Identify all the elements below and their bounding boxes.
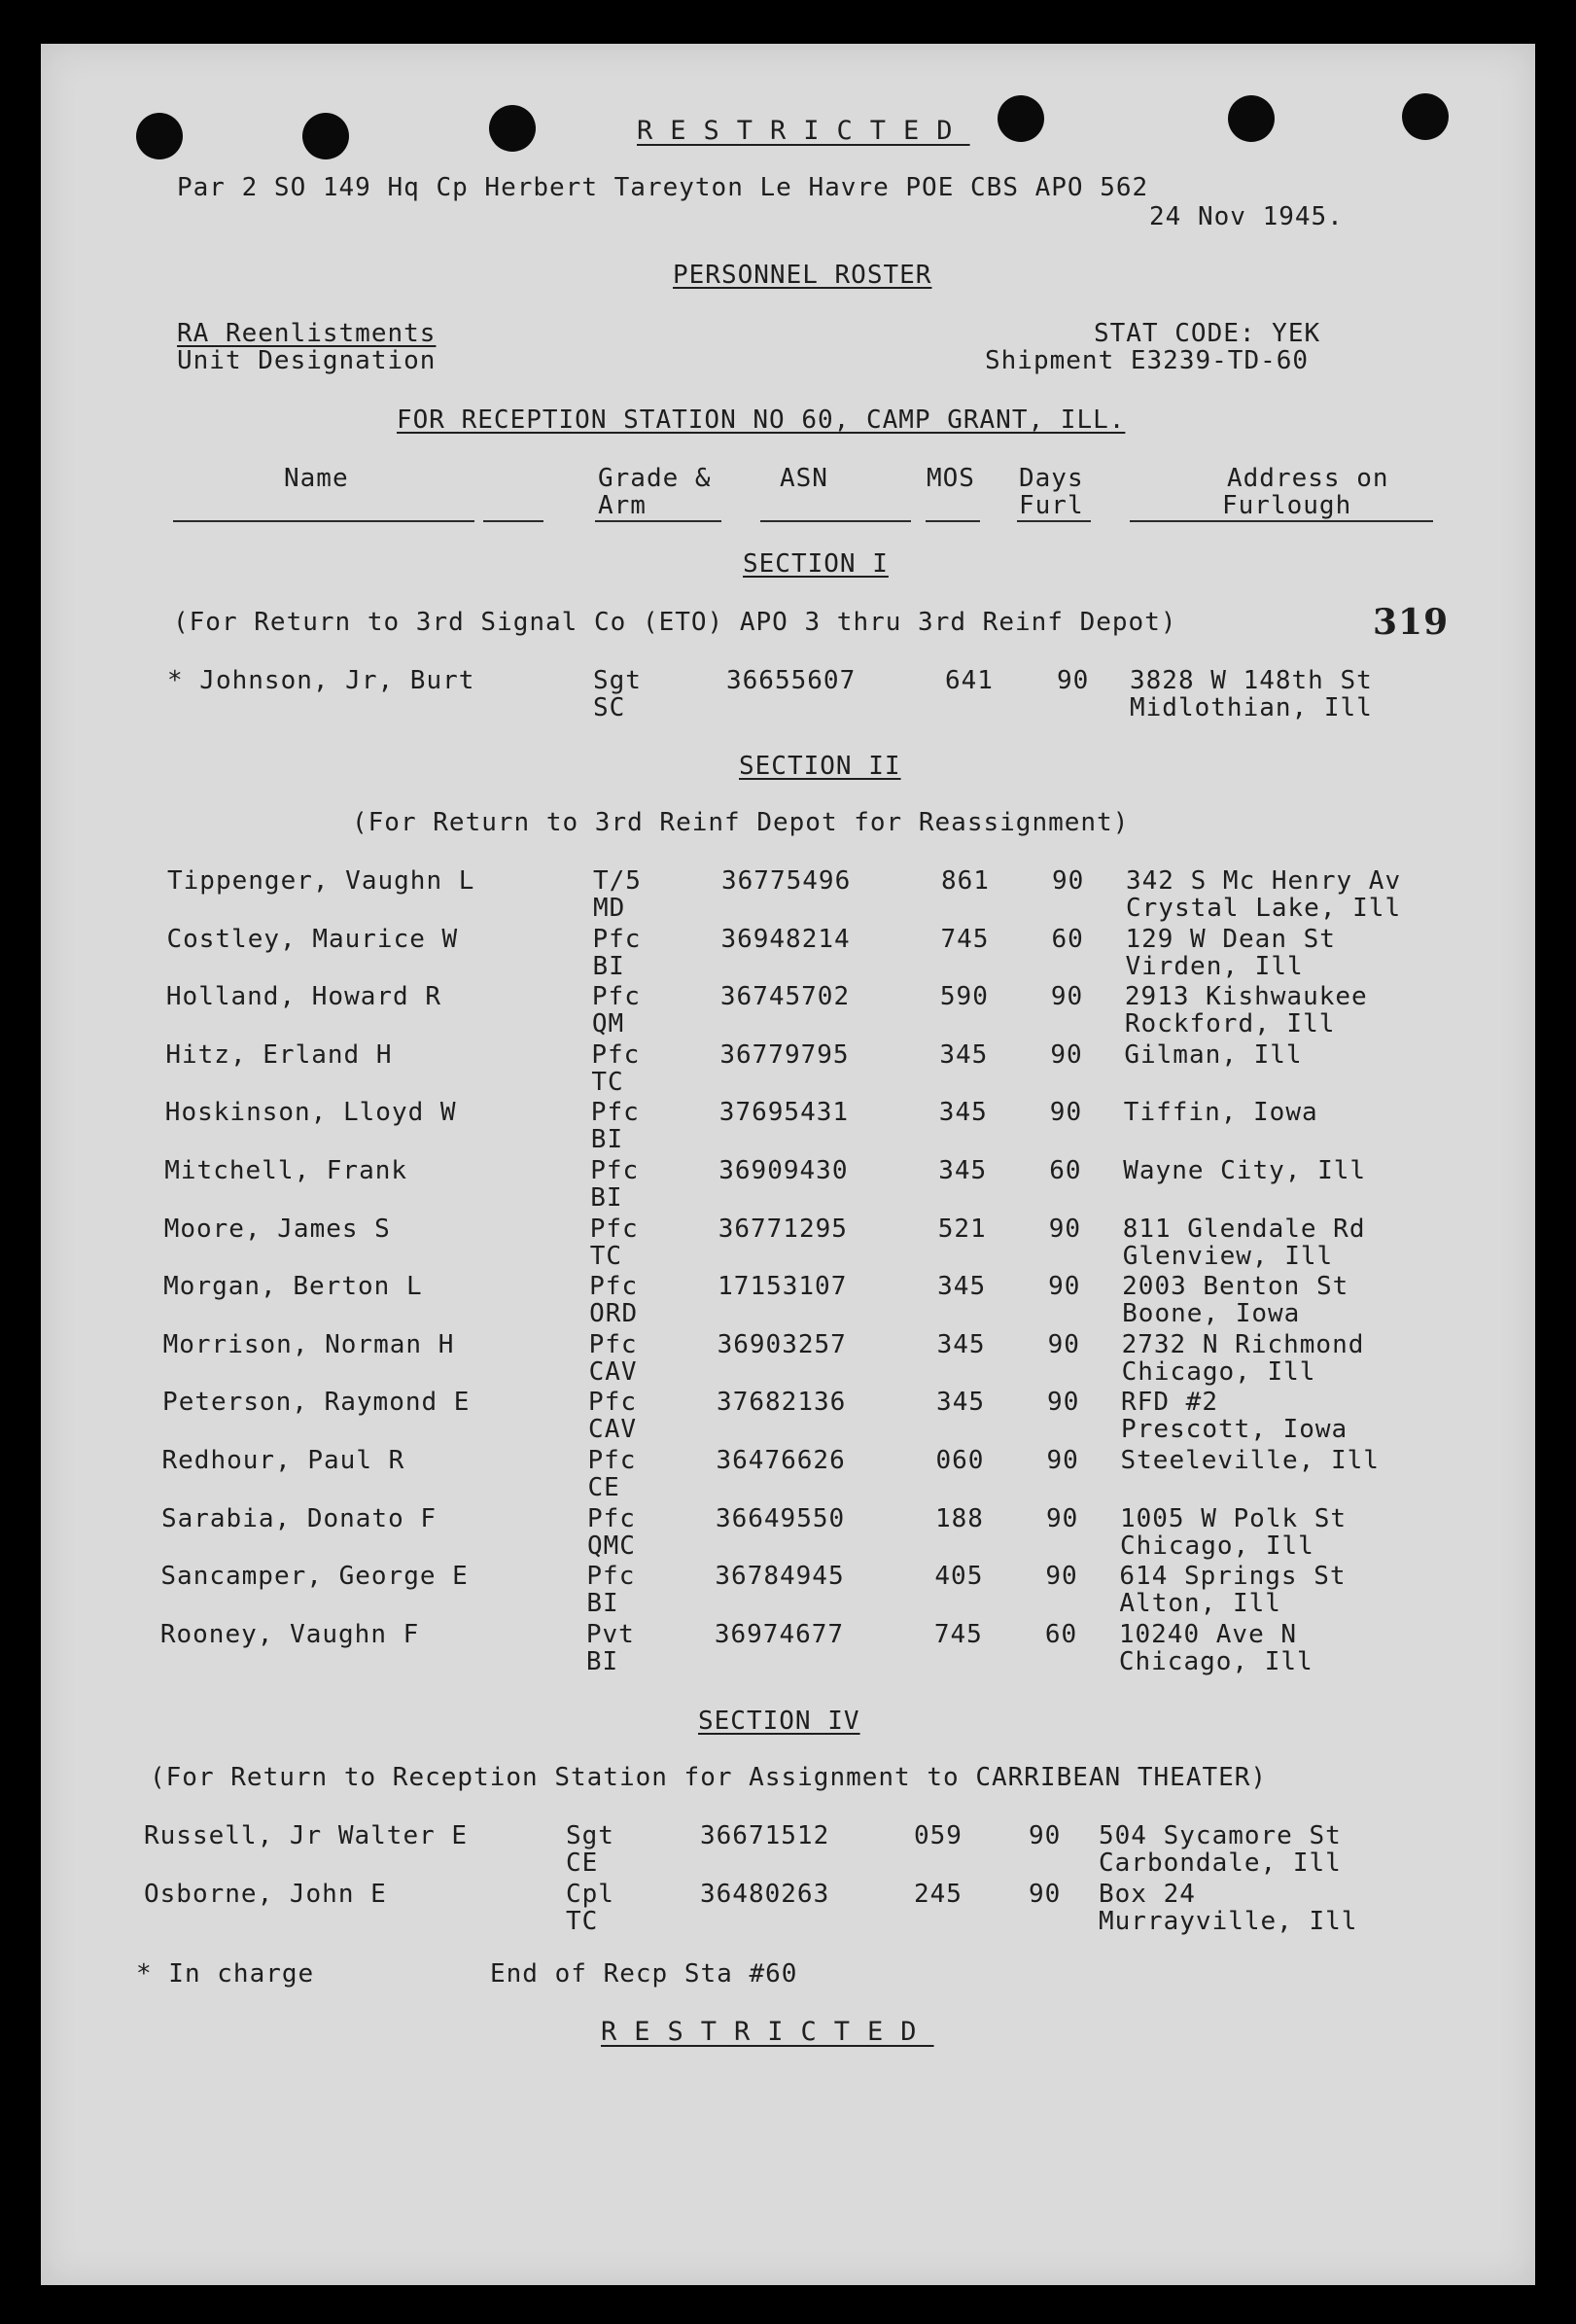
page-number-stamp: 319 (1373, 602, 1450, 643)
roster-cell-address-line-1: 614 Springs St (1119, 1562, 1347, 1592)
roster-cell-grade: Pfc (586, 1562, 636, 1592)
punch-hole (489, 105, 536, 152)
roster-cell-mos: 345 (936, 1329, 986, 1359)
punch-hole (136, 113, 183, 159)
column-header-furlough: Furlough (1222, 491, 1352, 520)
roster-cell-days: 90 (1057, 666, 1090, 695)
roster-cell-mos: 345 (937, 1272, 987, 1302)
roster-cell-days: 60 (1049, 1156, 1082, 1185)
roster-cell-address-line-2: Rockford, Ill (1124, 1009, 1336, 1039)
roster-cell-grade: Cpl (566, 1880, 614, 1909)
restricted-marking-top: RESTRICTED (637, 116, 970, 146)
roster-cell-grade: Pfc (590, 1098, 640, 1128)
roster-cell-address-line-2: Crystal Lake, Ill (1126, 894, 1402, 923)
roster-cell-days: 90 (1029, 1880, 1062, 1909)
roster-cell-days: 90 (1050, 982, 1084, 1012)
roster-cell-days: 90 (1046, 1446, 1079, 1475)
roster-cell-name: * Johnson, Jr, Burt (167, 666, 475, 695)
roster-cell-grade: Pfc (590, 1156, 640, 1185)
restricted-marking-bottom: RESTRICTED (601, 2017, 934, 2047)
punch-hole (1228, 95, 1275, 142)
roster-cell-arm: CE (587, 1473, 620, 1502)
roster-cell-arm: ORD (589, 1299, 639, 1329)
roster-cell-mos: 060 (935, 1446, 985, 1475)
roster-cell-address-line-2: Murrayville, Ill (1099, 1907, 1358, 1936)
roster-cell-days: 90 (1047, 1388, 1080, 1418)
roster-cell-mos: 641 (945, 666, 994, 695)
roster-cell-mos: 345 (939, 1039, 989, 1070)
end-of-list-note: End of Recp Sta #60 (490, 1959, 798, 1989)
roster-cell-address-line-1: 3828 W 148th St (1130, 666, 1373, 695)
roster-cell-arm: MD (593, 894, 626, 923)
roster-cell-arm: SC (593, 693, 626, 722)
roster-cell-asn: 36779795 (719, 1039, 850, 1070)
roster-cell-address-line-2: Boone, Iowa (1122, 1299, 1301, 1329)
roster-cell-address-line-1: Tiffin, Iowa (1123, 1098, 1318, 1128)
roster-cell-asn: 36649550 (715, 1503, 846, 1533)
roster-cell-address-line-2: Carbondale, Ill (1099, 1849, 1342, 1878)
roster-cell-asn: 37682136 (717, 1388, 847, 1418)
roster-cell-grade: Pvt (585, 1619, 635, 1649)
roster-cell-asn: 36784945 (715, 1562, 845, 1592)
roster-cell-days: 90 (1029, 1821, 1062, 1850)
roster-cell-address-line-1: 2732 N Richmond (1121, 1329, 1365, 1359)
roster-cell-grade: Pfc (591, 1039, 641, 1070)
stat-code: STAT CODE: YEK (1094, 319, 1321, 348)
roster-cell-arm: QMC (586, 1531, 636, 1561)
roster-cell-mos: 745 (933, 1619, 983, 1649)
roster-cell-name: Rooney, Vaughn F (159, 1619, 420, 1649)
roster-cell-asn: 36655607 (726, 666, 857, 695)
roster-cell-asn: 17153107 (718, 1272, 848, 1302)
column-header-name: Name (284, 464, 349, 493)
column-header-furl: Furl (1019, 491, 1084, 520)
punch-hole (998, 95, 1044, 142)
roster-cell-name: Tippenger, Vaughn L (167, 866, 475, 896)
page-title: PERSONNEL ROSTER (673, 261, 932, 290)
roster-cell-name: Peterson, Raymond E (162, 1388, 471, 1418)
roster-cell-name: Hoskinson, Lloyd W (164, 1098, 457, 1128)
roster-cell-days: 90 (1048, 1272, 1081, 1302)
roster-cell-grade: Pfc (589, 1214, 639, 1244)
roster-cell-grade: Pfc (591, 982, 641, 1012)
roster-cell-name: Russell, Jr Walter E (144, 1821, 469, 1850)
roster-cell-days: 90 (1052, 866, 1085, 896)
roster-cell-address-line-1: 1005 W Polk St (1119, 1503, 1348, 1533)
column-header-asn: ASN (780, 464, 828, 493)
roster-cell-address-line-1: Wayne City, Ill (1123, 1156, 1367, 1185)
roster-cell-address-line-2: Prescott, Iowa (1121, 1415, 1348, 1445)
roster-cell-address-line-2: Chicago, Ill (1121, 1356, 1316, 1387)
roster-cell-asn: 36771295 (718, 1214, 848, 1244)
roster-cell-arm: BI (590, 1125, 624, 1155)
roster-cell-mos: 188 (934, 1503, 984, 1533)
roster-cell-days: 90 (1048, 1214, 1081, 1244)
unit-designation-label: Unit Designation (177, 346, 437, 375)
roster-cell-mos: 405 (934, 1562, 984, 1592)
roster-cell-arm: BI (585, 1646, 619, 1676)
roster-cell-grade: Pfc (589, 1272, 639, 1302)
punch-hole (1402, 93, 1449, 140)
header-rule-days (1017, 520, 1091, 522)
section-1-heading: SECTION I (743, 549, 889, 579)
roster-cell-address-line-2: Chicago, Ill (1119, 1531, 1314, 1561)
roster-cell-arm: CAV (588, 1356, 638, 1387)
roster-cell-address-line-1: RFD #2 (1121, 1388, 1218, 1418)
roster-cell-address-line-1: 504 Sycamore St (1099, 1821, 1342, 1850)
reception-station-heading: FOR RECEPTION STATION NO 60, CAMP GRANT, ILL. (397, 405, 1126, 435)
shipment-number: Shipment E3239-TD-60 (985, 346, 1310, 375)
roster-cell-asn: 36745702 (719, 982, 851, 1012)
roster-cell-grade: T/5 (593, 866, 642, 896)
roster-cell-address-line-2: Midlothian, Ill (1130, 693, 1373, 722)
roster-cell-asn: 36909430 (718, 1156, 849, 1185)
header-rule-name2 (483, 520, 543, 522)
roster-cell-arm: CE (566, 1849, 599, 1878)
roster-cell-name: Morgan, Berton L (163, 1272, 423, 1302)
roster-cell-name: Sarabia, Donato F (160, 1503, 438, 1533)
roster-cell-arm: BI (590, 1183, 623, 1213)
header-rule-grade (595, 520, 721, 522)
roster-cell-address-line-1: Gilman, Ill (1124, 1039, 1303, 1070)
roster-cell-mos: 590 (939, 982, 989, 1012)
roster-cell-days: 90 (1050, 1039, 1083, 1070)
roster-cell-grade: Sgt (593, 666, 642, 695)
header-rule-address (1130, 520, 1433, 522)
roster-cell-name: Redhour, Paul R (161, 1446, 405, 1475)
roster-cell-address-line-2: Alton, Ill (1119, 1589, 1281, 1619)
roster-cell-address-line-2: Chicago, Ill (1118, 1646, 1313, 1676)
roster-cell-name: Sancamper, George E (160, 1562, 469, 1592)
in-charge-note: * In charge (136, 1959, 315, 1989)
paragraph-reference: Par 2 SO 149 Hq Cp Herbert Tareyton Le Havre POE CBS APO 562 (177, 173, 1149, 202)
roster-cell-address-line-2: Glenview, Ill (1122, 1241, 1334, 1271)
roster-cell-mos: 345 (936, 1388, 986, 1418)
roster-cell-grade: Pfc (587, 1446, 637, 1475)
roster-cell-arm: CAV (588, 1415, 638, 1445)
roster-cell-asn: 37695431 (718, 1098, 850, 1128)
column-header-mos: MOS (927, 464, 975, 493)
roster-cell-grade: Pfc (588, 1329, 638, 1359)
punch-hole (302, 113, 349, 159)
header-rule-mos (926, 520, 980, 522)
column-header-grade: Grade & (598, 464, 712, 493)
roster-cell-grade: Pfc (588, 1388, 638, 1418)
roster-cell-mos: 745 (940, 924, 990, 954)
section-4-heading: SECTION IV (698, 1707, 860, 1736)
roster-cell-arm: TC (566, 1907, 599, 1936)
header-rule-name (173, 520, 474, 522)
roster-cell-name: Hitz, Erland H (165, 1039, 393, 1070)
section-4-note: (For Return to Reception Station for Assignment to CARRIBEAN THEATER) (150, 1763, 1268, 1792)
roster-cell-grade: Sgt (566, 1821, 614, 1850)
roster-cell-address-line-1: 342 S Mc Henry Av (1126, 866, 1402, 896)
roster-cell-address-line-1: 10240 Ave N (1118, 1619, 1298, 1649)
roster-cell-address-line-1: 2913 Kishwaukee (1124, 982, 1368, 1012)
roster-cell-arm: BI (592, 951, 625, 981)
roster-cell-days: 60 (1044, 1619, 1078, 1649)
roster-cell-days: 60 (1051, 924, 1084, 954)
roster-cell-grade: Pfc (592, 924, 642, 954)
roster-cell-days: 90 (1045, 1503, 1079, 1533)
roster-cell-name: Holland, Howard R (165, 982, 441, 1012)
roster-cell-days: 90 (1045, 1562, 1078, 1592)
roster-page (41, 44, 1535, 2285)
roster-cell-days: 90 (1049, 1098, 1083, 1128)
roster-cell-asn: 36671512 (700, 1821, 830, 1850)
roster-cell-asn: 36903257 (717, 1329, 847, 1359)
roster-cell-address-line-1: 2003 Benton St (1122, 1272, 1349, 1302)
roster-cell-arm: TC (591, 1067, 624, 1097)
section-2-heading: SECTION II (739, 752, 901, 781)
roster-cell-mos: 861 (941, 866, 990, 896)
roster-cell-address-line-1: Steeleville, Ill (1120, 1446, 1380, 1475)
roster-cell-arm: BI (586, 1589, 619, 1619)
roster-cell-asn: 36775496 (721, 866, 852, 896)
roster-cell-name: Osborne, John E (144, 1880, 387, 1909)
column-header-address: Address on (1227, 464, 1389, 493)
roster-cell-arm: TC (589, 1241, 622, 1271)
roster-cell-address-line-2: Virden, Ill (1125, 951, 1304, 981)
roster-cell-mos: 345 (938, 1098, 988, 1128)
roster-cell-days: 90 (1047, 1329, 1080, 1359)
roster-cell-address-line-1: 129 W Dean St (1125, 924, 1336, 954)
roster-cell-grade: Pfc (586, 1503, 636, 1533)
roster-cell-name: Moore, James S (163, 1214, 391, 1244)
column-header-days: Days (1019, 464, 1084, 493)
roster-cell-asn: 36948214 (720, 924, 851, 954)
column-header-arm: Arm (598, 491, 647, 520)
section-2-note: (For Return to 3rd Reinf Depot for Reassignment) (352, 808, 1130, 837)
roster-cell-arm: QM (591, 1009, 625, 1039)
roster-cell-name: Costley, Maurice W (166, 924, 459, 954)
roster-cell-mos: 059 (914, 1821, 963, 1850)
roster-cell-mos: 245 (914, 1880, 963, 1909)
roster-cell-asn: 36476626 (716, 1446, 846, 1475)
roster-cell-asn: 36974677 (714, 1619, 845, 1649)
roster-cell-mos: 521 (937, 1214, 987, 1244)
roster-cell-mos: 345 (938, 1156, 988, 1185)
roster-cell-address-line-1: Box 24 (1099, 1880, 1196, 1909)
roster-cell-asn: 36480263 (700, 1880, 830, 1909)
roster-cell-address-line-1: 811 Glendale Rd (1122, 1214, 1366, 1244)
ra-reenlistments-label: RA Reenlistments (177, 319, 437, 348)
header-rule-asn (760, 520, 911, 522)
roster-cell-name: Mitchell, Frank (164, 1156, 408, 1185)
roster-date: 24 Nov 1945. (1149, 202, 1344, 231)
section-1-note: (For Return to 3rd Signal Co (ETO) APO 3 thru 3rd Reinf Depot) (173, 608, 1177, 637)
roster-cell-name: Morrison, Norman H (162, 1329, 455, 1359)
